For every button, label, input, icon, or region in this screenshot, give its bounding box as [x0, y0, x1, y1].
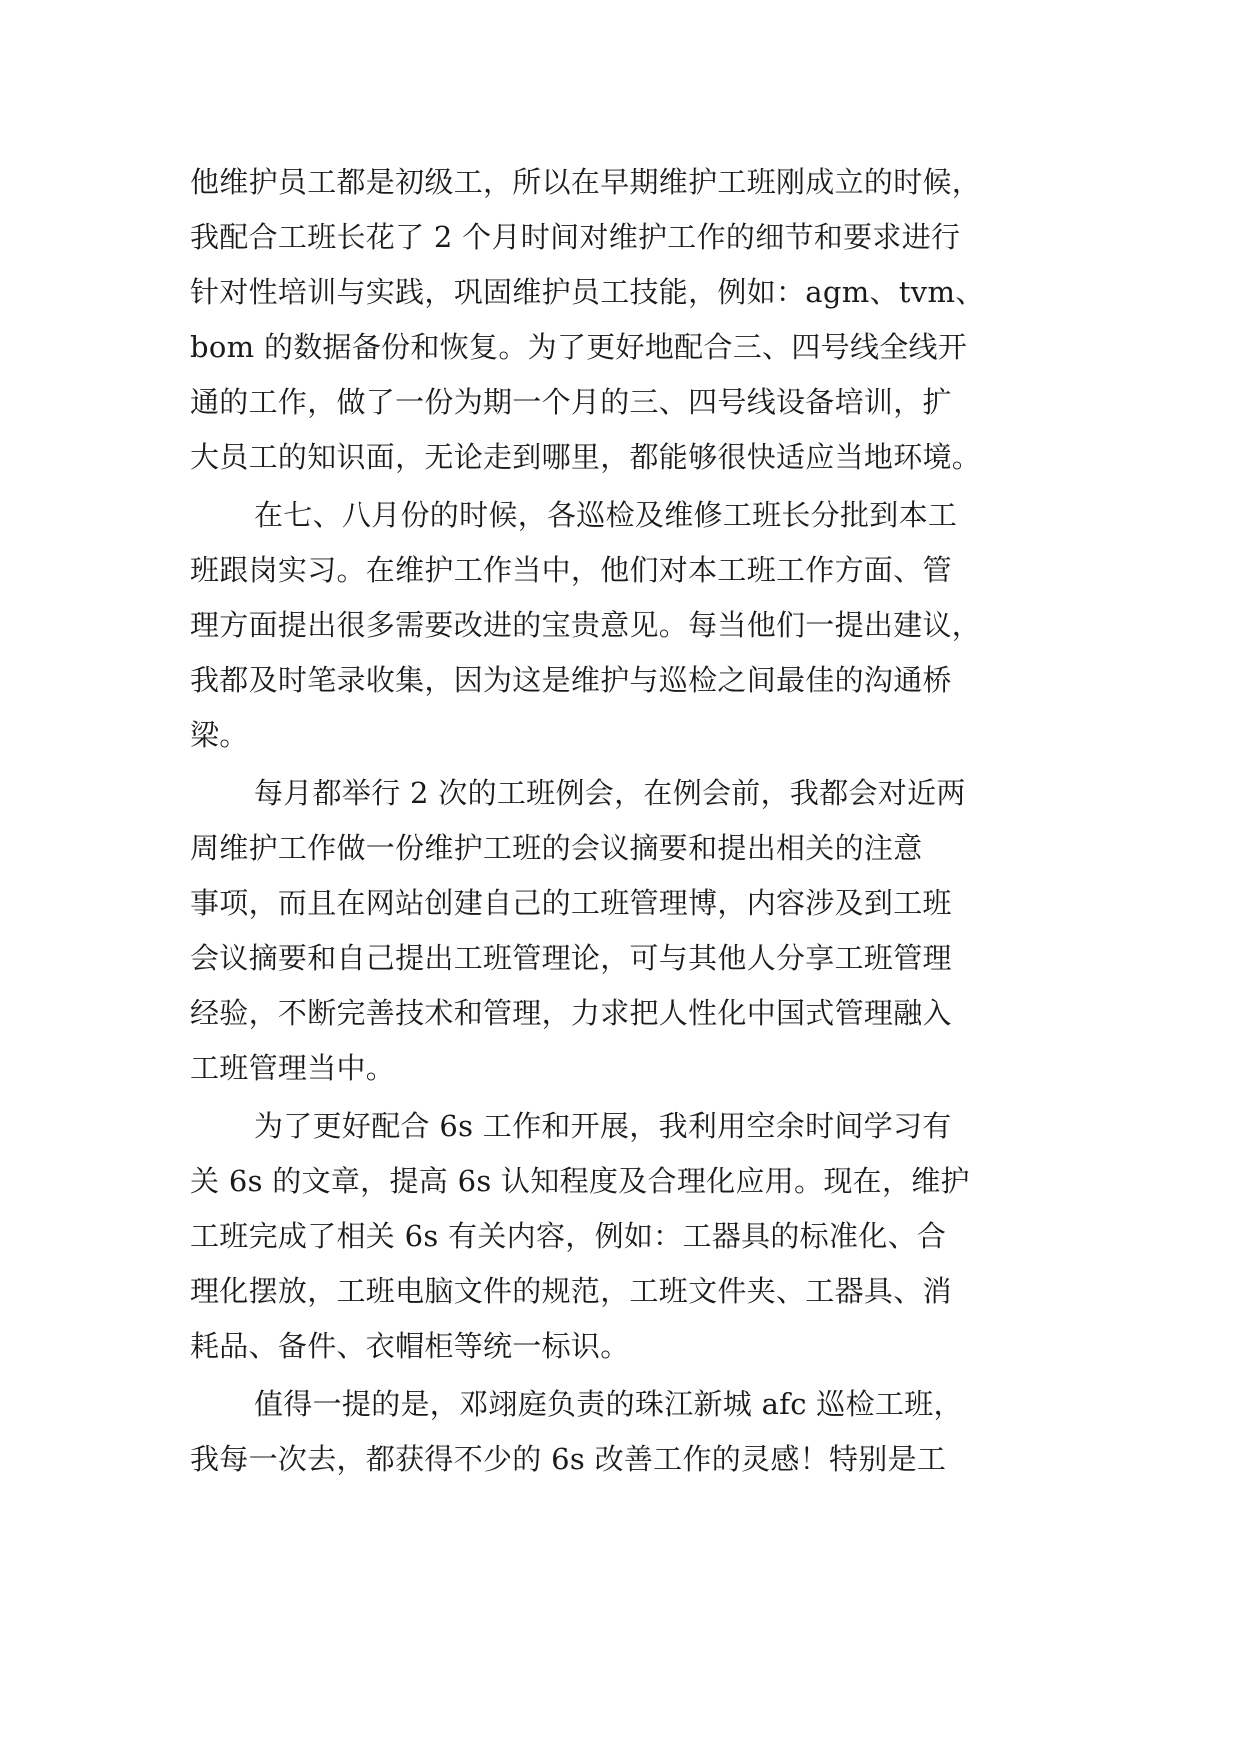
text-line: 经验，不断完善技术和管理，力求把人性化中国式管理融入 [190, 996, 952, 1030]
text-line: 事项，而且在网站创建自己的工班管理博，内容涉及到工班 [190, 886, 952, 920]
text-line: 梁。 [190, 718, 249, 752]
text-line: 班跟岗实习。在维护工作当中，他们对本工班工作方面、管 [190, 553, 952, 587]
text-line: 我都及时笔录收集，因为这是维护与巡检之间最佳的沟通桥 [190, 663, 952, 697]
paragraph-first-line: 在七、八月份的时候，各巡检及维修工班长分批到本工 [254, 498, 958, 532]
paragraph-first-line: 值得一提的是，邓翊庭负责的珠江新城 afc 巡检工班， [254, 1387, 963, 1421]
text-line: 通的工作，做了一份为期一个月的三、四号线设备培训，扩 [190, 385, 952, 419]
text-line: bom 的数据备份和恢复。为了更好地配合三、四号线全线开 [190, 330, 968, 364]
text-line: 我配合工班长花了 2 个月时间对维护工作的细节和要求进行 [190, 220, 961, 254]
paragraph-first-line: 为了更好配合 6s 工作和开展，我利用空余时间学习有 [254, 1109, 952, 1143]
text-line: 会议摘要和自己提出工班管理论，可与其他人分享工班管理 [190, 941, 952, 975]
text-line: 关 6s 的文章，提高 6s 认知程度及合理化应用。现在，维护 [190, 1164, 970, 1198]
paragraph-first-line: 每月都举行 2 次的工班例会，在例会前，我都会对近两 [254, 776, 966, 810]
text-line: 大员工的知识面，无论走到哪里，都能够很快适应当地环境。 [190, 440, 982, 474]
text-line: 工班完成了相关 6s 有关内容，例如：工器具的标准化、合 [190, 1219, 947, 1253]
text-line: 工班管理当中。 [190, 1051, 396, 1085]
text-line: 理方面提出很多需要改进的宝贵意见。每当他们一提出建议， [190, 608, 982, 642]
text-line: 理化摆放，工班电脑文件的规范，工班文件夹、工器具、消 [190, 1274, 952, 1308]
text-line: 周维护工作做一份维护工班的会议摘要和提出相关的注意 [190, 831, 923, 865]
text-line: 他维护员工都是初级工，所以在早期维护工班刚成立的时候， [190, 165, 982, 199]
text-line: 耗品、备件、衣帽柜等统一标识。 [190, 1329, 630, 1363]
text-line: 我每一次去，都获得不少的 6s 改善工作的灵感！特别是工 [190, 1442, 947, 1476]
text-line: 针对性培训与实践，巩固维护员工技能，例如：agm、tvm、 [190, 275, 985, 309]
